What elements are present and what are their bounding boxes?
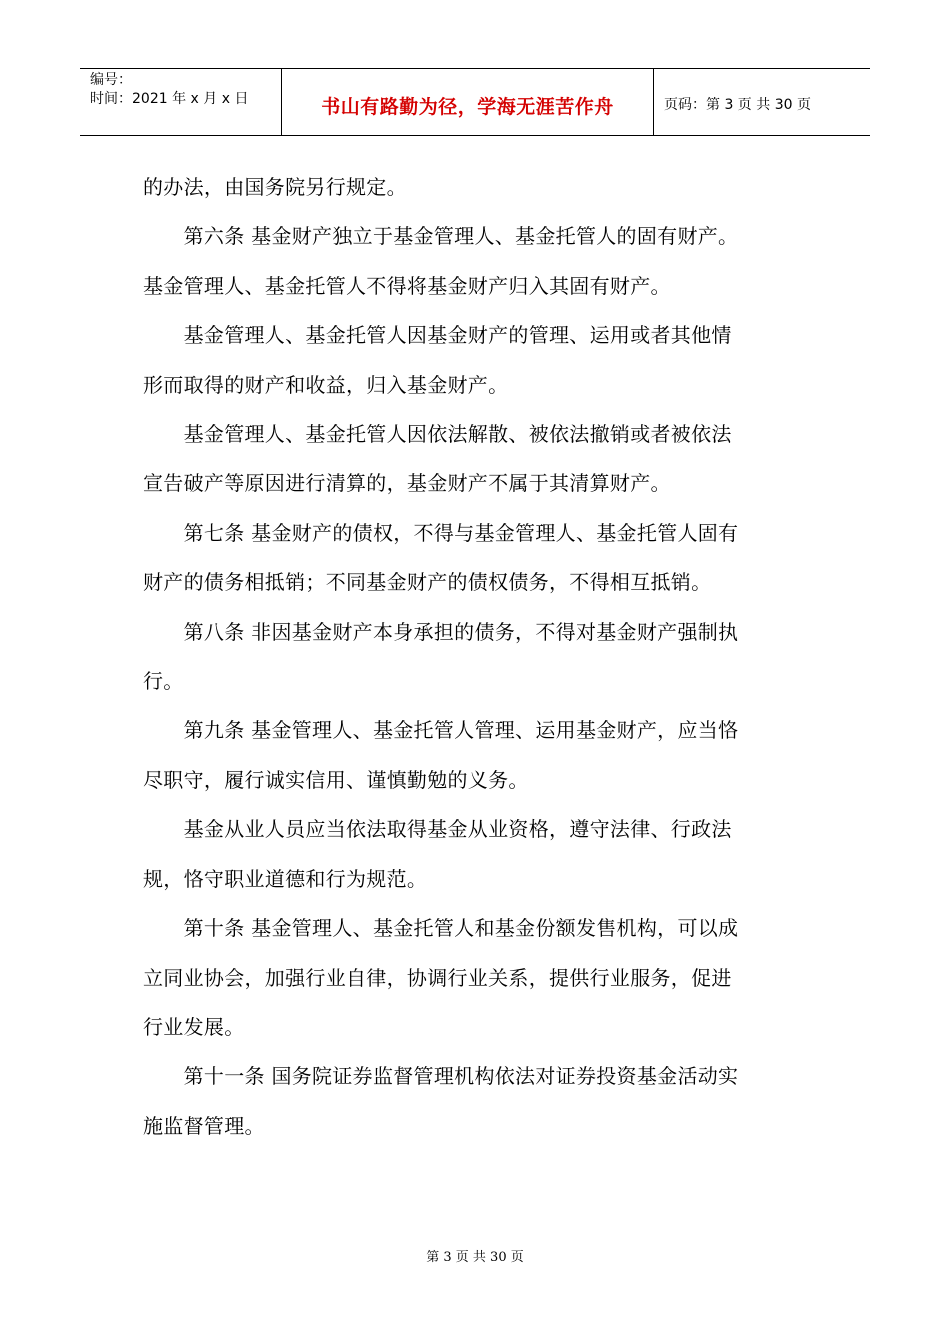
header-meta-cell (80, 69, 282, 135)
time-label: 时间：2021 年 x 月 x 日 (90, 91, 249, 107)
body-line: 基金从业人员应当依法取得基金从业资格，遵守法律、行政法 (143, 817, 732, 842)
body-line: 基金管理人、基金托管人不得将基金财产归入其固有财产。 (143, 273, 671, 298)
body-line: 的办法，由国务院另行规定。 (143, 175, 407, 199)
page-info: 页码：第 3 页 共 30 页 (664, 97, 811, 113)
document-body (143, 163, 807, 1151)
body-line: 宣告破产等原因进行清算的，基金财产不属于其清算财产。 (143, 471, 671, 496)
body-line: 财产的债务相抵销；不同基金财产的债权债务，不得相互抵销。 (143, 570, 712, 595)
header-page-cell (654, 69, 870, 135)
body-line: 规，恪守职业道德和行为规范。 (143, 866, 428, 891)
body-line: 施监督管理。 (143, 1113, 265, 1138)
page-header (80, 68, 870, 136)
body-line: 第十条 基金管理人、基金托管人和基金份额发售机构，可以成 (143, 916, 739, 941)
footer-page-number: 第 3 页 共 30 页 (426, 1250, 524, 1265)
body-line: 基金管理人、基金托管人因依法解散、被依法撤销或者被依法 (143, 422, 732, 447)
motto-text: 书山有路勤为径，学海无涯苦作舟 (321, 95, 614, 118)
body-line: 第六条 基金财产独立于基金管理人、基金托管人的固有财产。 (143, 224, 739, 249)
body-line: 立同业协会，加强行业自律，协调行业关系，提供行业服务，促进 (143, 965, 732, 990)
body-line: 行。 (143, 669, 184, 694)
page-footer (0, 1246, 950, 1265)
body-line: 第七条 基金财产的债权，不得与基金管理人、基金托管人固有 (143, 520, 739, 545)
body-line: 第八条 非因基金财产本身承担的债务，不得对基金财产强制执 (143, 619, 739, 644)
header-motto-cell (282, 69, 654, 135)
doc-number-label: 编号： (90, 72, 132, 88)
body-line: 第九条 基金管理人、基金托管人管理、运用基金财产，应当恪 (143, 718, 739, 743)
body-line: 行业发展。 (143, 1014, 245, 1039)
body-line: 第十一条 国务院证券监督管理机构依法对证券投资基金活动实 (143, 1064, 739, 1089)
body-line: 形而取得的财产和收益，归入基金财产。 (143, 372, 509, 397)
body-line: 基金管理人、基金托管人因基金财产的管理、运用或者其他情 (143, 323, 732, 348)
body-line: 尽职守，履行诚实信用、谨慎勤勉的义务。 (143, 767, 529, 792)
